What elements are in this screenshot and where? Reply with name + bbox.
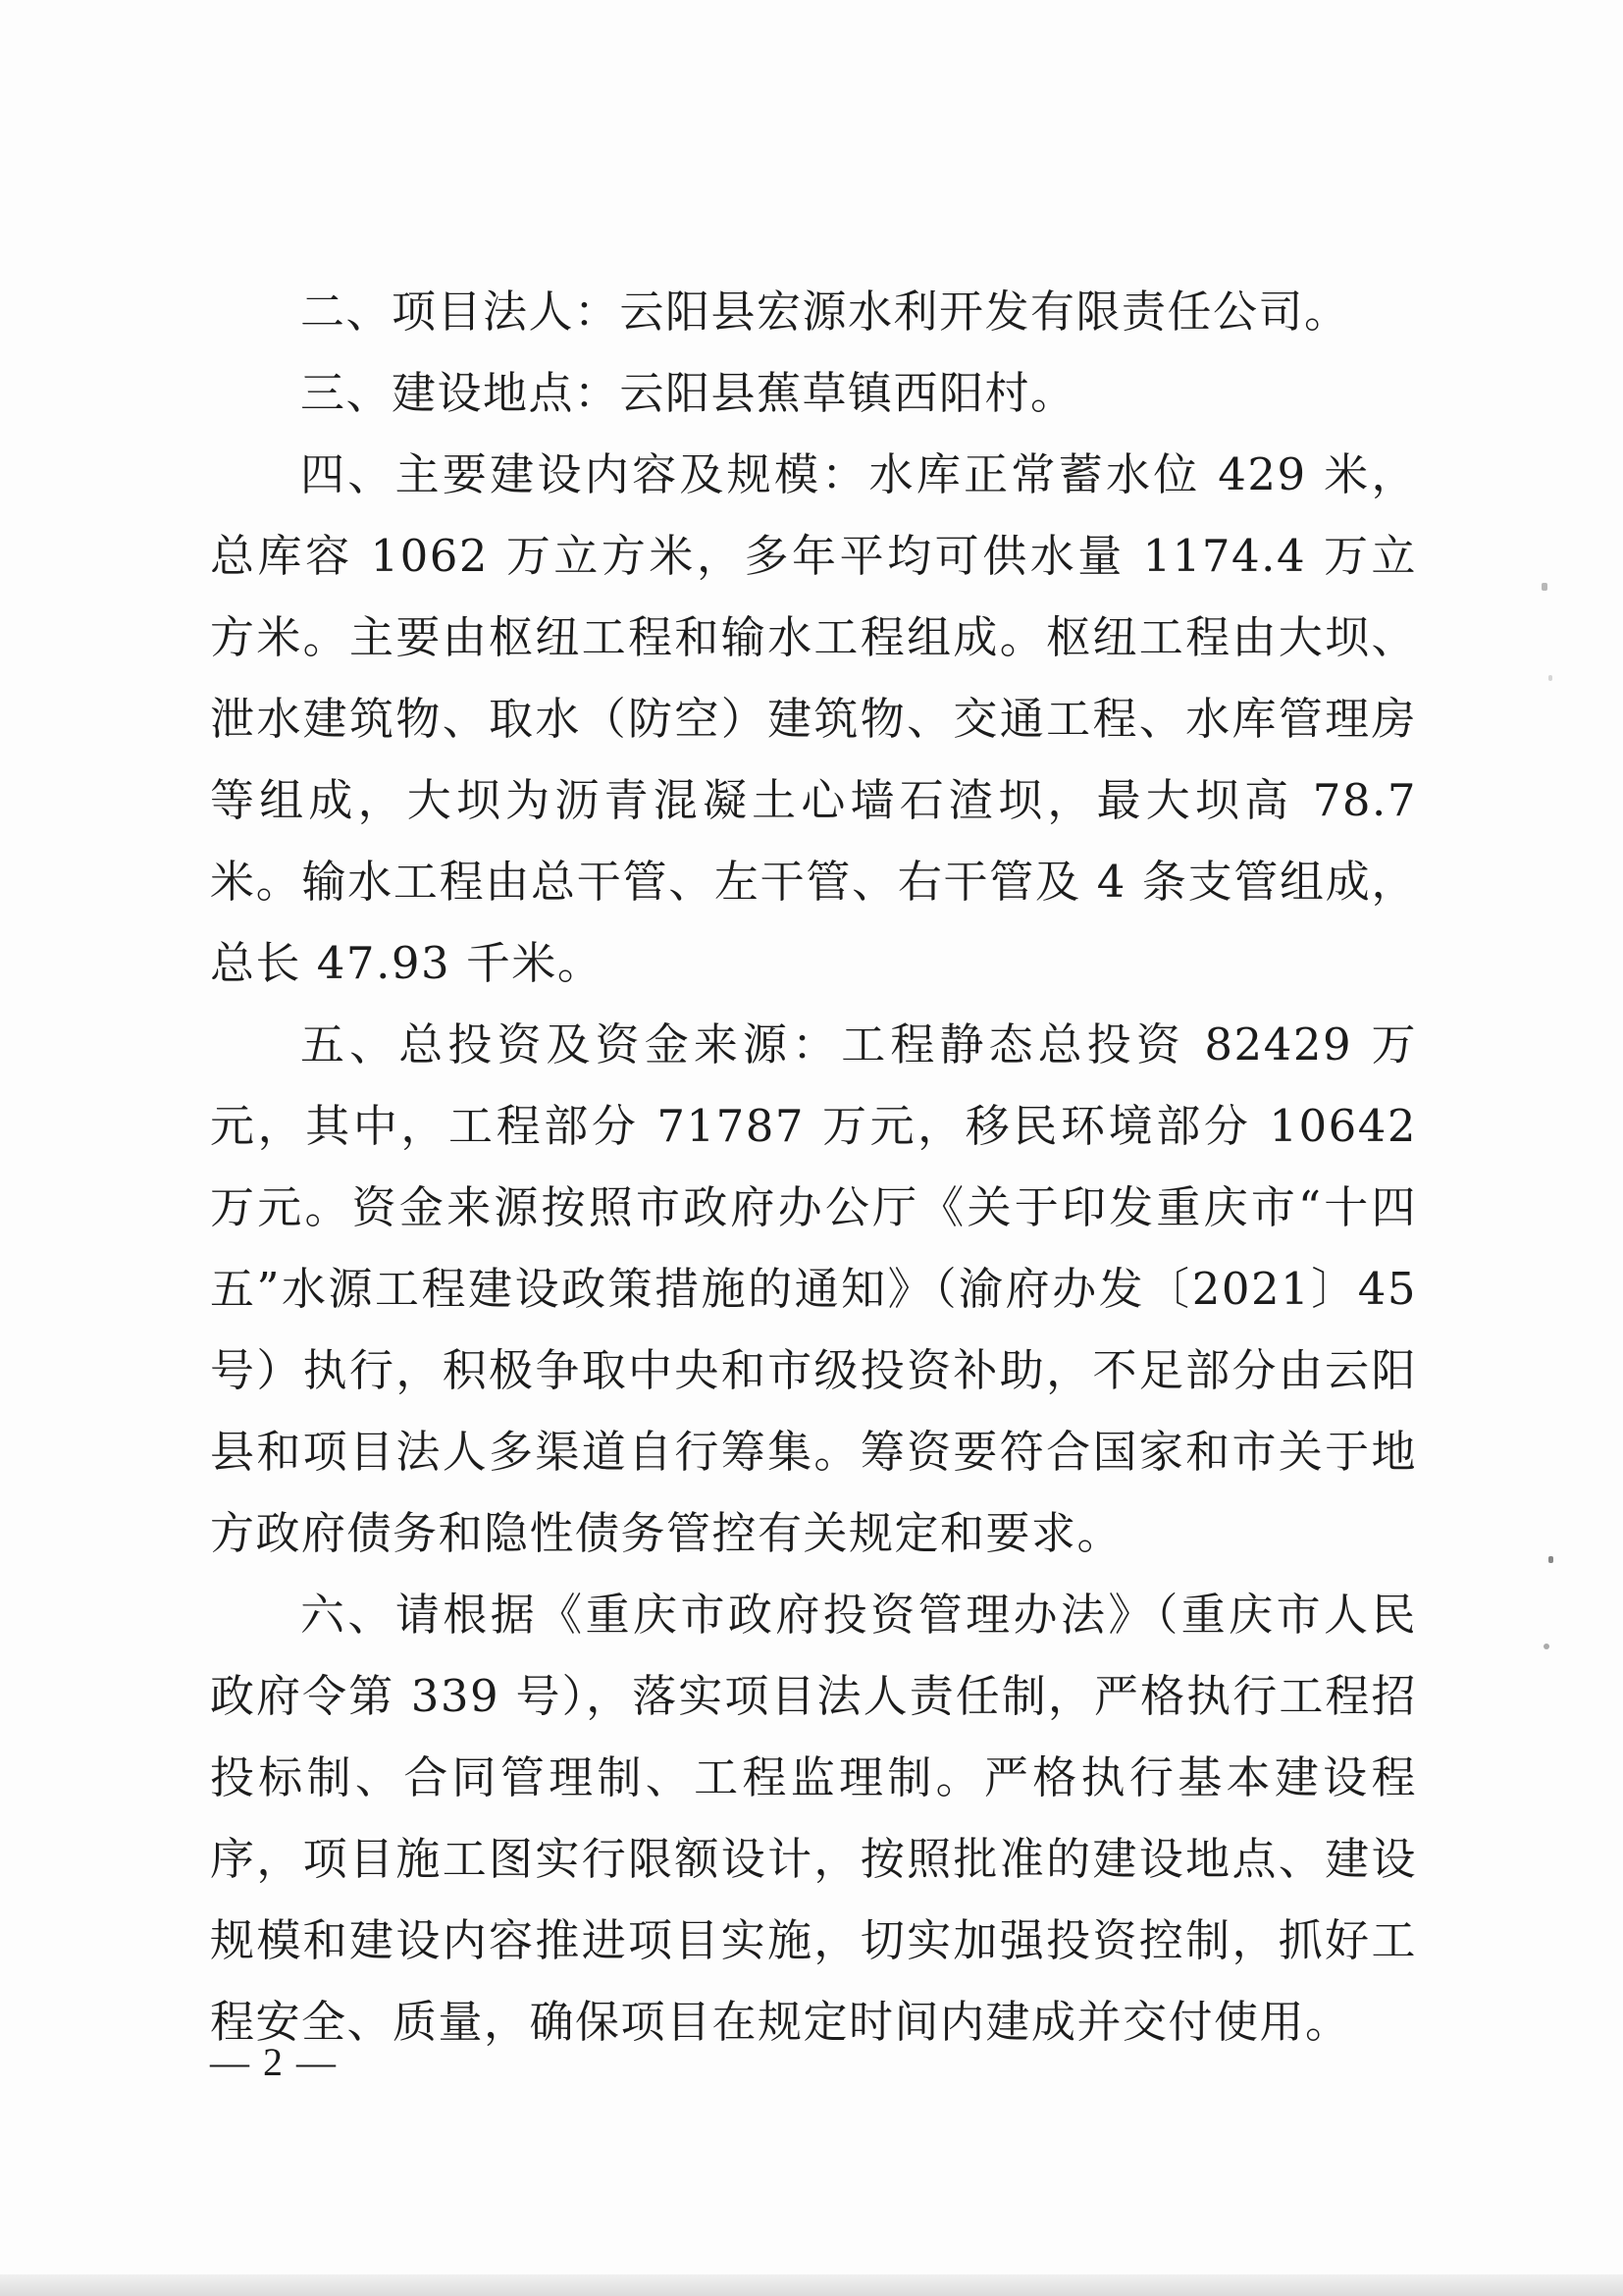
- page-number: — 2 —: [210, 2040, 338, 2084]
- document-body: [210, 271, 1417, 2062]
- paragraph-investment-funding: 五、总投资及资金来源：工程静态总投资 82429 万元，其中，工程部分 71787 万元，移民环境部分 10642 万元。资金来源按照市政府办公厅《关于印发重庆市“十四五”水源工程建设政策措施的通知》（渝府办发〔2021〕45 号）执行，积极争取中央和市级投资补助，不足部分由云阳县和项目法人多渠道自行筹集。筹资要符合国家和市关于地方政府债务和隐性债务管控有关规定和要求。: [210, 1018, 1417, 1559]
- paragraph-construction-scope: 四、主要建设内容及规模：水库正常蓄水位 429 米，总库容 1062 万立方米，多年平均可供水量 1174.4 万立方米。主要由枢纽工程和输水工程组成。枢纽工程由大坝、泄水建筑物、取水（防空）建筑物、交通工程、水库管理房等组成，大坝为沥青混凝土心墙石渣坝，最大坝高 78.7 米。输水工程由总干管、左干管、右干管及 4 条支管组成，总长 47.93 千米。: [210, 448, 1417, 989]
- paragraph-project-legal-person: 二、项目法人：云阳县宏源水利开发有限责任公司。: [300, 286, 1350, 338]
- scan-speck: [1548, 1556, 1553, 1563]
- scan-bottom-edge: [0, 2274, 1623, 2296]
- paragraph-management-requirements: 六、请根据《重庆市政府投资管理办法》（重庆市人民政府令第 339 号），落实项目法人责任制，严格执行工程招投标制、合同管理制、工程监理制。严格执行基本建设程序，项目施工图实行限额设计，按照批准的建设地点、建设规模和建设内容推进项目实施，切实加强投资控制，抓好工程安全、质量，确保项目在规定时间内建成并交付使用。: [210, 1589, 1417, 2048]
- scan-speck: [1544, 1644, 1549, 1649]
- scan-speck: [1548, 675, 1552, 681]
- paragraph-construction-site: 三、建设地点：云阳县蕉草镇西阳村。: [300, 367, 1076, 419]
- scan-speck: [1542, 583, 1547, 591]
